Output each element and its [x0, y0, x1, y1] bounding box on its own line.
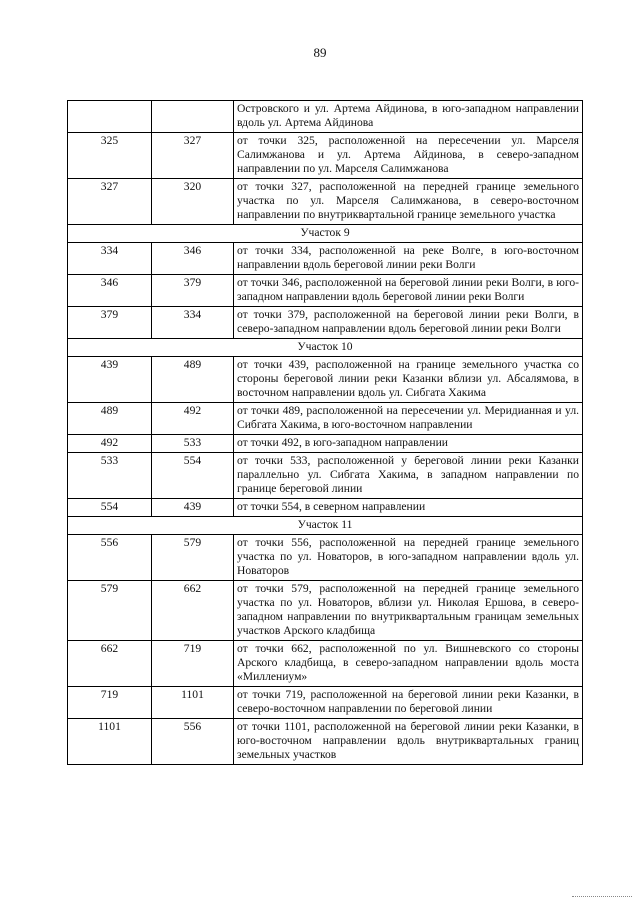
description-cell: от точки 334, расположенной на реке Волге, в юго-восточном направлении вдоль береговой линии реки Волги [234, 243, 583, 275]
to-point-cell: 533 [152, 435, 234, 453]
from-point-cell: 334 [68, 243, 152, 275]
from-point-cell [68, 101, 152, 133]
section-row [68, 339, 583, 357]
from-point-cell: 492 [68, 435, 152, 453]
description-cell: от точки 556, расположенной на передней границе земельного участка по ул. Новаторов, в юго-западном направлении вдоль ул. Новаторов [234, 535, 583, 581]
to-point-cell: 1101 [152, 687, 234, 719]
from-point-cell: 379 [68, 307, 152, 339]
to-point-cell: 719 [152, 641, 234, 687]
to-point-cell: 579 [152, 535, 234, 581]
description-cell: от точки 579, расположенной на передней границе земельного участка по ул. Новаторов, вблизи ул. Николая Ершова, в северо-западном направлении по внутриквартальным границам земельных участков Арского кладбища [234, 581, 583, 641]
to-point-cell: 489 [152, 357, 234, 403]
from-point-cell: 719 [68, 687, 152, 719]
description-cell: от точки 325, расположенной на пересечении ул. Марселя Салимжанова и ул. Артема Айдинова, в северо-западном направлении по ул. Марселя Салимжанова [234, 133, 583, 179]
description-cell: от точки 327, расположенной на передней границе земельного участка по ул. Марселя Салимжанова, в северо-восточном направлении по внутриквартальной границе земельного участка [234, 179, 583, 225]
from-point-cell: 556 [68, 535, 152, 581]
description-cell: от точки 662, расположенной по ул. Вишневского со стороны Арского кладбища, в северо-западном направлении вдоль моста «Миллениум» [234, 641, 583, 687]
table-row [68, 403, 583, 435]
section-title: Участок 11 [68, 517, 583, 535]
description-cell: от точки 439, расположенной на границе земельного участка со стороны береговой линии реки Казанки вблизи ул. Абсалямова, в восточном направлении вдоль ул. Сибгата Хакима [234, 357, 583, 403]
section-title: Участок 9 [68, 225, 583, 243]
description-cell: от точки 492, в юго-западном направлении [234, 435, 583, 453]
to-point-cell: 379 [152, 275, 234, 307]
table-row [68, 243, 583, 275]
from-point-cell: 439 [68, 357, 152, 403]
from-point-cell: 579 [68, 581, 152, 641]
to-point-cell: 554 [152, 453, 234, 499]
from-point-cell: 1101 [68, 719, 152, 765]
to-point-cell: 327 [152, 133, 234, 179]
table-row [68, 435, 583, 453]
table-row [68, 307, 583, 339]
from-point-cell: 327 [68, 179, 152, 225]
from-point-cell: 489 [68, 403, 152, 435]
description-cell: от точки 1101, расположенной на береговой линии реки Казанки, в юго-восточном направлении вдоль внутриквартальных границ земельных участков [234, 719, 583, 765]
from-point-cell: 662 [68, 641, 152, 687]
table-row [68, 101, 583, 133]
table-row [68, 179, 583, 225]
boundary-table [67, 100, 583, 765]
description-cell: от точки 554, в северном направлении [234, 499, 583, 517]
description-cell: от точки 533, расположенной у береговой линии реки Казанки параллельно ул. Сибгата Хакима, в западном направлении по границе береговой линии [234, 453, 583, 499]
to-point-cell: 320 [152, 179, 234, 225]
table-row [68, 535, 583, 581]
to-point-cell: 662 [152, 581, 234, 641]
description-cell: от точки 489, расположенной на пересечении ул. Меридианная и ул. Сибгата Хакима, в юго-восточном направлении [234, 403, 583, 435]
table-row [68, 687, 583, 719]
table-row [68, 357, 583, 403]
description-cell: Островского и ул. Артема Айдинова, в юго-западном направлении вдоль ул. Артема Айдинова [234, 101, 583, 133]
table-row [68, 641, 583, 687]
table-row [68, 499, 583, 517]
to-point-cell: 346 [152, 243, 234, 275]
to-point-cell: 334 [152, 307, 234, 339]
section-row [68, 517, 583, 535]
table-row [68, 133, 583, 179]
from-point-cell: 554 [68, 499, 152, 517]
to-point-cell: 439 [152, 499, 234, 517]
to-point-cell: 556 [152, 719, 234, 765]
to-point-cell: 492 [152, 403, 234, 435]
from-point-cell: 533 [68, 453, 152, 499]
from-point-cell: 325 [68, 133, 152, 179]
scan-dotted-mark [572, 896, 632, 897]
description-cell: от точки 719, расположенной на береговой линии реки Казанки, в северо-восточном направлении по береговой линии [234, 687, 583, 719]
description-cell: от точки 379, расположенной на береговой линии реки Волги, в северо-западном направлении вдоль береговой линии реки Волги [234, 307, 583, 339]
section-title: Участок 10 [68, 339, 583, 357]
section-row [68, 225, 583, 243]
table-row [68, 581, 583, 641]
table-row [68, 453, 583, 499]
page-number: 89 [313, 45, 327, 60]
table-row [68, 275, 583, 307]
from-point-cell: 346 [68, 275, 152, 307]
to-point-cell [152, 101, 234, 133]
table-row [68, 719, 583, 765]
description-cell: от точки 346, расположенной на береговой линии реки Волги, в юго-западном направлении вдоль береговой линии реки Волги [234, 275, 583, 307]
